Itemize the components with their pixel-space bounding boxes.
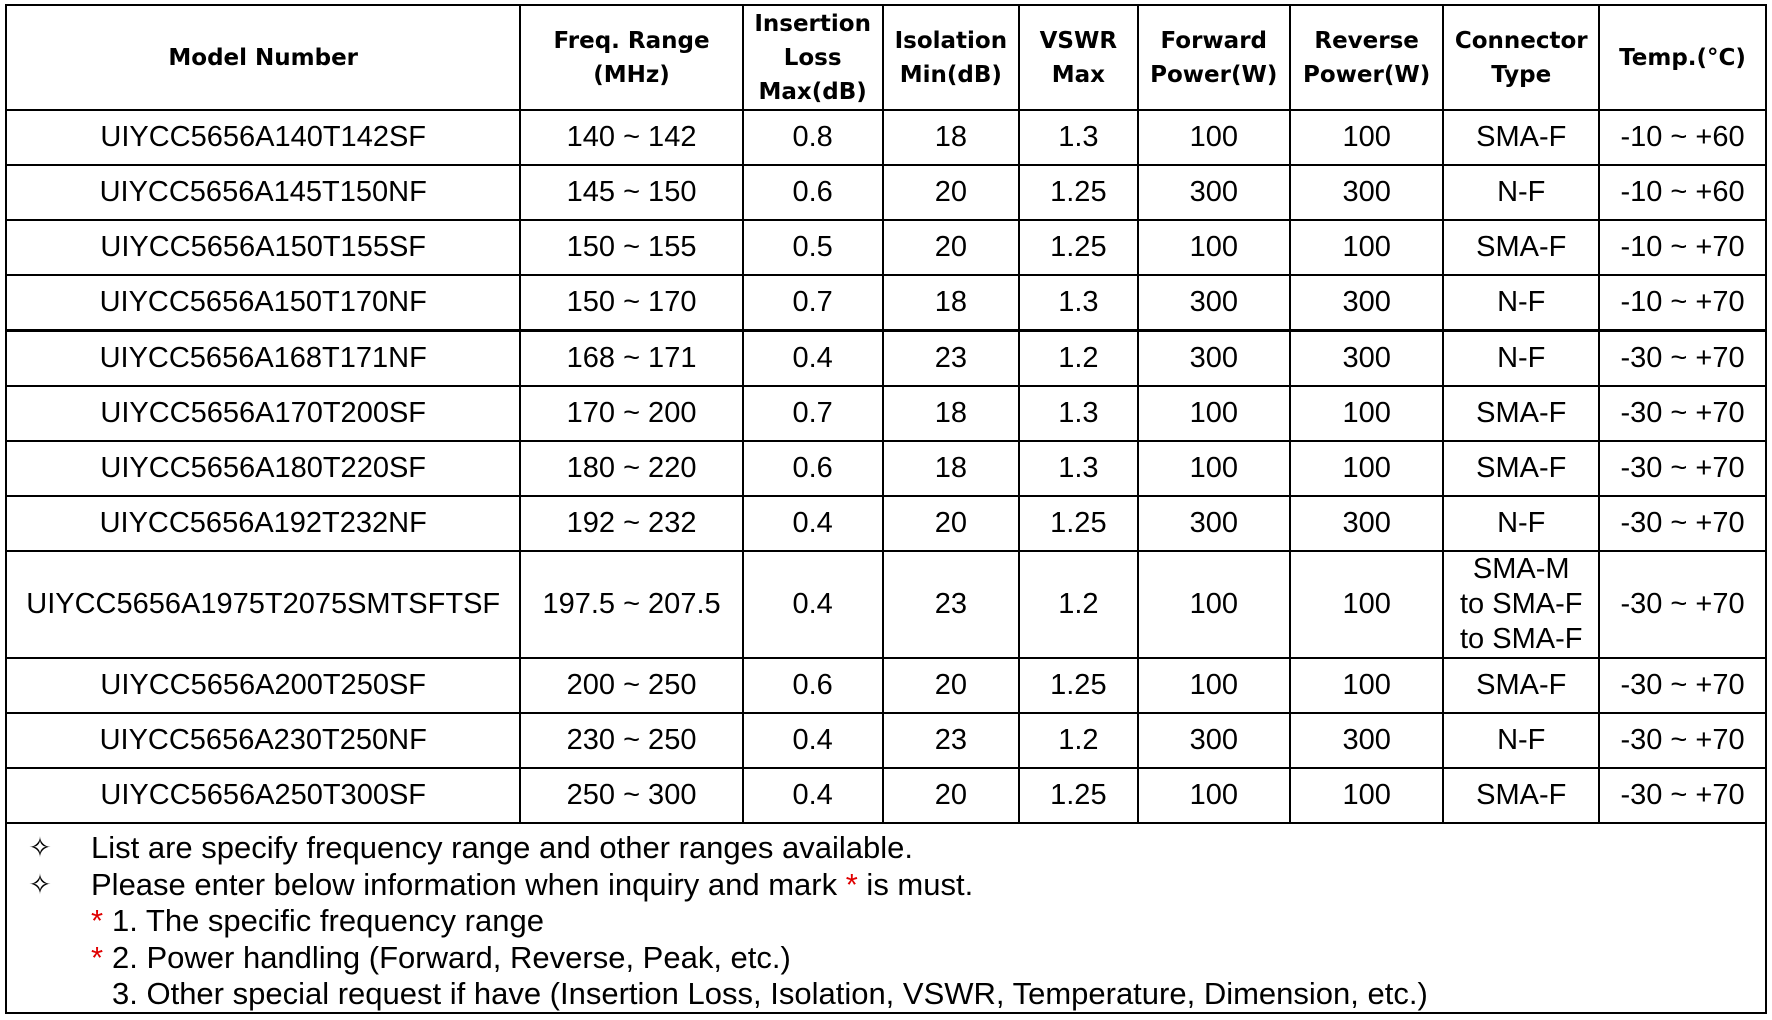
- cell-reverse-power: 100: [1290, 441, 1443, 496]
- cell-freq-range: 197.5 ~ 207.5: [520, 551, 742, 658]
- header-row: [7, 6, 1765, 110]
- cell-vswr: 1.3: [1019, 441, 1137, 496]
- cell-connector-type: N-F: [1443, 331, 1599, 387]
- cell-vswr: 1.2: [1019, 551, 1137, 658]
- cell-reverse-power: 100: [1290, 658, 1443, 713]
- cell-insertion-loss: 0.7: [743, 275, 883, 331]
- note-item: [7, 976, 1765, 1013]
- cell-insertion-loss: 0.4: [743, 496, 883, 551]
- table-row: [7, 658, 1765, 713]
- table-row: [7, 220, 1765, 275]
- table-row: [7, 551, 1765, 658]
- connector-line: to SMA-F: [1459, 623, 1583, 655]
- cell-model-number: UIYCC5656A150T170NF: [7, 275, 520, 331]
- cell-connector-type: SMA-F: [1443, 110, 1599, 165]
- cell-forward-power: 300: [1138, 165, 1290, 220]
- cell-temperature: -30 ~ +70: [1599, 658, 1765, 713]
- table-row: [7, 331, 1765, 387]
- cell-isolation: 18: [883, 441, 1020, 496]
- table-row: [7, 441, 1765, 496]
- cell-model-number: UIYCC5656A180T220SF: [7, 441, 520, 496]
- cell-isolation: 20: [883, 496, 1020, 551]
- cell-reverse-power: 300: [1290, 496, 1443, 551]
- note-text: Please enter below information when inquiry and mark * is must.: [91, 866, 974, 902]
- cell-temperature: -30 ~ +70: [1599, 331, 1765, 387]
- table-row: [7, 496, 1765, 551]
- cell-model-number: UIYCC5656A1975T2075SMTSFTSF: [7, 551, 520, 658]
- cell-reverse-power: 300: [1290, 331, 1443, 387]
- cell-forward-power: 100: [1138, 386, 1290, 441]
- cell-isolation: 18: [883, 386, 1020, 441]
- cell-model-number: UIYCC5656A168T171NF: [7, 331, 520, 387]
- cell-temperature: -10 ~ +60: [1599, 110, 1765, 165]
- cell-connector-type: SMA-F: [1443, 768, 1599, 823]
- cell-freq-range: 140 ~ 142: [520, 110, 742, 165]
- cell-freq-range: 168 ~ 171: [520, 331, 742, 387]
- cell-freq-range: 150 ~ 155: [520, 220, 742, 275]
- header-connector-type: Connector Type: [1443, 6, 1599, 110]
- table-row: [7, 165, 1765, 220]
- cell-insertion-loss: 0.4: [743, 551, 883, 658]
- cell-forward-power: 300: [1138, 713, 1290, 768]
- spec-table: [7, 6, 1765, 824]
- cell-insertion-loss: 0.5: [743, 220, 883, 275]
- cell-insertion-loss: 0.8: [743, 110, 883, 165]
- cell-vswr: 1.3: [1019, 275, 1137, 331]
- header-freq-range: Freq. Range (MHz): [520, 6, 742, 110]
- cell-freq-range: 192 ~ 232: [520, 496, 742, 551]
- cell-vswr: 1.25: [1019, 658, 1137, 713]
- cell-temperature: -10 ~ +70: [1599, 275, 1765, 331]
- cell-temperature: -10 ~ +70: [1599, 220, 1765, 275]
- cell-freq-range: 230 ~ 250: [520, 713, 742, 768]
- cell-isolation: 20: [883, 768, 1020, 823]
- cell-vswr: 1.2: [1019, 331, 1137, 387]
- cell-isolation: 23: [883, 713, 1020, 768]
- header-reverse-power: Reverse Power(W): [1290, 6, 1443, 110]
- cell-freq-range: 150 ~ 170: [520, 275, 742, 331]
- cell-vswr: 1.25: [1019, 220, 1137, 275]
- cell-connector-type: [1443, 551, 1599, 658]
- cell-forward-power: 300: [1138, 496, 1290, 551]
- cell-isolation: 23: [883, 551, 1020, 658]
- cell-isolation: 18: [883, 275, 1020, 331]
- header-temperature: Temp.(°C): [1599, 6, 1765, 110]
- cell-insertion-loss: 0.4: [743, 713, 883, 768]
- connector-line: to SMA-F: [1459, 588, 1583, 620]
- cell-reverse-power: 300: [1290, 713, 1443, 768]
- cell-reverse-power: 100: [1290, 386, 1443, 441]
- cell-freq-range: 250 ~ 300: [520, 768, 742, 823]
- cell-forward-power: 100: [1138, 658, 1290, 713]
- cell-model-number: UIYCC5656A192T232NF: [7, 496, 520, 551]
- cell-model-number: UIYCC5656A140T142SF: [7, 110, 520, 165]
- cell-model-number: UIYCC5656A170T200SF: [7, 386, 520, 441]
- cell-forward-power: 300: [1138, 331, 1290, 387]
- cell-connector-type: SMA-F: [1443, 220, 1599, 275]
- required-mark: *: [91, 903, 104, 938]
- header-insertion-loss: Insertion Loss Max(dB): [743, 6, 883, 110]
- cell-forward-power: 100: [1138, 441, 1290, 496]
- cell-connector-type: N-F: [1443, 165, 1599, 220]
- required-mark: *: [91, 939, 104, 975]
- cell-vswr: 1.25: [1019, 768, 1137, 823]
- cell-vswr: 1.25: [1019, 165, 1137, 220]
- connector-line: SMA-M: [1472, 553, 1570, 585]
- note-item-text: 2. Power handling (Forward, Reverse, Peak, etc.): [112, 939, 791, 975]
- required-mark: *: [845, 866, 858, 902]
- cell-connector-type: N-F: [1443, 275, 1599, 331]
- notes-section: [7, 824, 1765, 1013]
- cell-connector-type: N-F: [1443, 496, 1599, 551]
- cell-forward-power: 100: [1138, 551, 1290, 658]
- cell-reverse-power: 100: [1290, 768, 1443, 823]
- cell-connector-type: N-F: [1443, 713, 1599, 768]
- header-forward-power: Forward Power(W): [1138, 6, 1290, 110]
- header-vswr: VSWR Max: [1019, 6, 1137, 110]
- table-row: [7, 386, 1765, 441]
- cell-temperature: -30 ~ +70: [1599, 441, 1765, 496]
- cell-forward-power: 100: [1138, 220, 1290, 275]
- cell-isolation: 20: [883, 220, 1020, 275]
- cell-forward-power: 300: [1138, 275, 1290, 331]
- cell-connector-type: SMA-F: [1443, 441, 1599, 496]
- cell-forward-power: 100: [1138, 768, 1290, 823]
- header-isolation: Isolation Min(dB): [883, 6, 1020, 110]
- cell-reverse-power: 300: [1290, 275, 1443, 331]
- cell-vswr: 1.3: [1019, 386, 1137, 441]
- cell-isolation: 20: [883, 165, 1020, 220]
- cell-reverse-power: 100: [1290, 220, 1443, 275]
- cell-insertion-loss: 0.4: [743, 331, 883, 387]
- four-point-star-bullet-icon: ✧: [28, 867, 52, 901]
- cell-vswr: 1.25: [1019, 496, 1137, 551]
- cell-connector-type: SMA-F: [1443, 386, 1599, 441]
- cell-isolation: 20: [883, 658, 1020, 713]
- header-model-number: Model Number: [7, 6, 520, 110]
- cell-insertion-loss: 0.4: [743, 768, 883, 823]
- cell-vswr: 1.2: [1019, 713, 1137, 768]
- cell-model-number: UIYCC5656A145T150NF: [7, 165, 520, 220]
- cell-temperature: -30 ~ +70: [1599, 768, 1765, 823]
- cell-temperature: -30 ~ +70: [1599, 386, 1765, 441]
- note-item-text: 1. The specific frequency range: [112, 903, 544, 938]
- note-item: [7, 940, 1765, 977]
- cell-model-number: UIYCC5656A150T155SF: [7, 220, 520, 275]
- cell-reverse-power: 100: [1290, 110, 1443, 165]
- note-text: List are specify frequency range and other ranges available.: [91, 830, 913, 865]
- table-row: [7, 713, 1765, 768]
- cell-reverse-power: 300: [1290, 165, 1443, 220]
- four-point-star-bullet-icon: ✧: [28, 831, 52, 864]
- note-line: [7, 867, 1765, 904]
- note-item: [7, 903, 1765, 940]
- note-item-text: 3. Other special request if have (Insertion Loss, Isolation, VSWR, Temperature, Dimension, etc.): [112, 976, 1428, 1011]
- cell-vswr: 1.3: [1019, 110, 1137, 165]
- note-line: [7, 830, 1765, 867]
- cell-reverse-power: 100: [1290, 551, 1443, 658]
- cell-model-number: UIYCC5656A230T250NF: [7, 713, 520, 768]
- cell-model-number: UIYCC5656A250T300SF: [7, 768, 520, 823]
- cell-insertion-loss: 0.6: [743, 441, 883, 496]
- table-row: [7, 110, 1765, 165]
- cell-insertion-loss: 0.6: [743, 165, 883, 220]
- cell-isolation: 23: [883, 331, 1020, 387]
- cell-model-number: UIYCC5656A200T250SF: [7, 658, 520, 713]
- cell-freq-range: 170 ~ 200: [520, 386, 742, 441]
- table-row: [7, 768, 1765, 823]
- cell-isolation: 18: [883, 110, 1020, 165]
- cell-forward-power: 100: [1138, 110, 1290, 165]
- cell-temperature: -30 ~ +70: [1599, 551, 1765, 658]
- cell-temperature: -30 ~ +70: [1599, 713, 1765, 768]
- cell-temperature: -30 ~ +70: [1599, 496, 1765, 551]
- spec-sheet: [5, 4, 1767, 1014]
- table-row: [7, 275, 1765, 331]
- cell-freq-range: 180 ~ 220: [520, 441, 742, 496]
- cell-temperature: -10 ~ +60: [1599, 165, 1765, 220]
- cell-freq-range: 145 ~ 150: [520, 165, 742, 220]
- cell-insertion-loss: 0.7: [743, 386, 883, 441]
- cell-connector-type: SMA-F: [1443, 658, 1599, 713]
- cell-freq-range: 200 ~ 250: [520, 658, 742, 713]
- cell-insertion-loss: 0.6: [743, 658, 883, 713]
